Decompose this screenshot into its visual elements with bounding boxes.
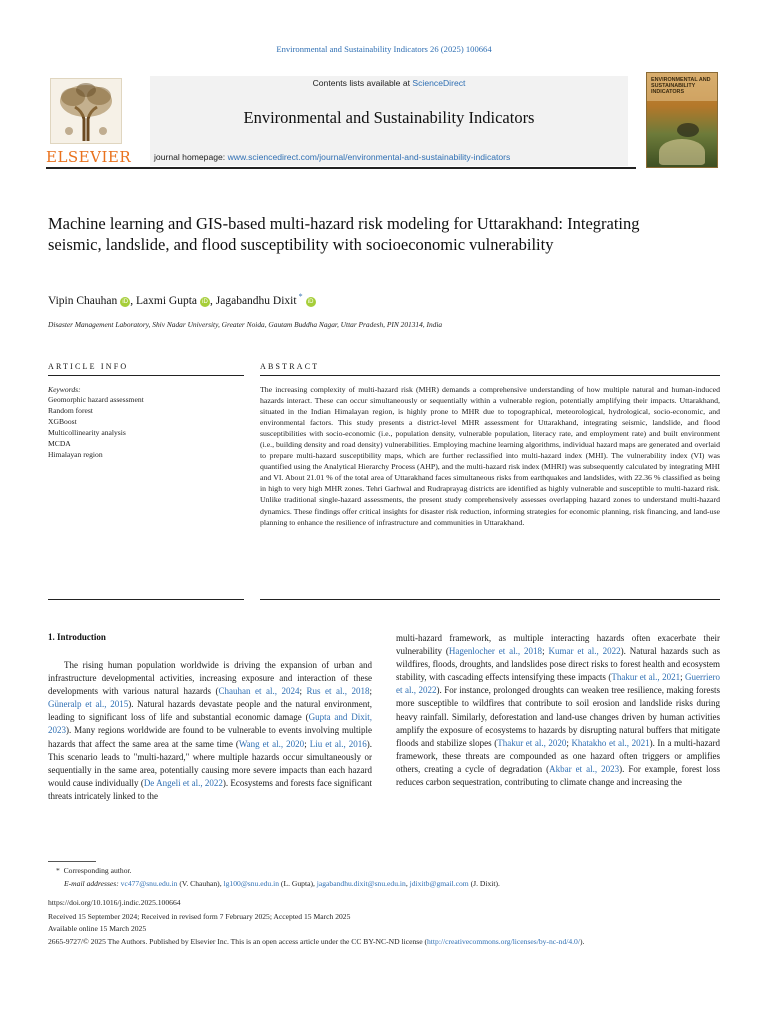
email-link[interactable]: jdixitb@gmail.com (409, 879, 469, 888)
keyword-item: Geomorphic hazard assessment (48, 395, 144, 404)
journal-citation-line[interactable]: Environmental and Sustainability Indicators 26 (2025) 100664 (276, 44, 492, 54)
citation-link[interactable]: Thakur et al., 2021 (611, 672, 681, 683)
email-owner: (V. Chauhan), (177, 879, 224, 888)
keywords-label: Keywords: (48, 385, 81, 394)
affiliation: Disaster Management Laboratory, Shiv Nadar University, Greater Noida, Gautam Buddha Nagar, Uttar Pradesh, PIN 201314, India (48, 320, 443, 329)
abstract-rule-top (260, 375, 720, 376)
homepage-link[interactable]: www.sciencedirect.com/journal/environmental-and-sustainability-indicators (227, 152, 511, 162)
keyword-item: Himalayan region (48, 449, 103, 459)
citation-link[interactable]: Gupta and Dixit, 2023 (48, 712, 373, 736)
citation-link[interactable]: Akbar et al., 2023 (549, 763, 620, 774)
intro-paragraph-left (48, 659, 372, 803)
citation-link[interactable]: Rus et al., 2018 (306, 686, 370, 697)
keyword-item: XGBoost (48, 416, 77, 426)
citation-link[interactable]: Hagenlocher et al., 2018 (448, 646, 543, 657)
license-link[interactable]: http://creativecommons.org/licenses/by-nc-nd/4.0/ (427, 937, 580, 946)
body-text: The rising human population worldwide is driving the expansion of urban and infrastructure developmental activities, increasing exposure and interaction of these developments with various natural hazards ( (48, 660, 372, 697)
email-addresses (64, 879, 500, 888)
body-text: multi-hazard framework, as multiple interacting hazards often exacerbate their vulnerability ( (396, 633, 720, 657)
body-text: ). Ecosystems and forests face significant threats intricately linked to the (48, 777, 372, 801)
intro-paragraph-right (396, 632, 720, 789)
intro-column-left (48, 659, 372, 803)
header-divider (46, 167, 636, 169)
received-dates: Received 15 September 2024; Received in revised form 7 February 2025; Accepted 15 March 2025 (48, 912, 351, 921)
body-text: ; (542, 646, 549, 657)
body-text: ). For instance, prolonged droughts can weaken tree resilience, making forests more susceptible to wildfires that contribute to soil erosion and landslide risks during heavy rainfall. Similarly, deforestation and land-use changes driven by human activities amplify the exposure of ecosystems to hazards by disrupting natural buffers that mitigate floods and stabilize slopes ( (396, 685, 720, 748)
article-info-rule-top (48, 375, 244, 376)
cover-flower-image (659, 139, 705, 165)
license-statement (48, 936, 720, 948)
citation-link[interactable]: De Angeli et al., 2022 (143, 777, 223, 788)
citation-link[interactable]: Kumar et al., 2022 (548, 646, 621, 657)
article-title: Machine learning and GIS-based multi-hazard risk modeling for Uttarakhand: Integrating seismic, landslide, and flood susceptibility with socioeconomic vulnerability (48, 214, 640, 254)
keyword-item: Multicollinearity analysis (48, 427, 126, 437)
citation-link[interactable]: Guerriero et al., 2022 (396, 672, 720, 696)
citation-link[interactable]: Khatakho et al., 2021 (571, 737, 650, 748)
keyword-item: MCDA (48, 438, 71, 448)
body-text: ). Natural hazards devastate people and the natural environment, leading to significant loss of life and substantial economic damage ( (48, 699, 373, 723)
homepage-label: journal homepage: (154, 152, 228, 162)
journal-homepage (154, 152, 510, 162)
available-online: Available online 15 March 2025 (48, 924, 147, 933)
journal-cover-thumbnail[interactable] (646, 72, 718, 168)
footnote-divider (48, 861, 96, 862)
keyword-item: Random forest (48, 405, 93, 415)
citation-link[interactable]: Güneralp et al., 2015 (48, 699, 129, 710)
body-text: ; (304, 738, 310, 749)
body-text: ). This scenario leads to "multi-hazard," where multiple hazards occur simultaneously or sequentially in the same area, potentially causing more severe impacts than each hazard would cause individually ( (48, 738, 372, 788)
corresponding-author-note (56, 866, 132, 875)
license-suffix: ). (579, 937, 585, 946)
abstract-text: The increasing complexity of multi-hazard risk (MHR) demands a comprehensive understanding of how multiple natural and human-induced hazards interact. These can occur simultaneously or sequentially within a vulnerable region, potentially amplifying their impacts. Uttarakhand, situated in the Indian Himalayan region, is highly prone to MHR due to topographical, meteorological, hydrological, socio-economic, and environmental factors. This study presents a district-level MHR assessment for Uttarakhand, integrating seismic, landslide, and flood susceptibilities with socio-economic (i.e., population density, vulnerable population, literacy rate, and employment rate) and built environment (i.e., building density and road density) vulnerabilities. Employing machine learning algorithms, individual hazard maps are generated and overlaid to prepare multi-hazard susceptibility maps, which are further reclassified into multi-hazard index (MHI). The vulnerability index (VI) was quantified using the Analytical Hierarchy Process (AHP), and the multi-hazard risk index (MHRI) was subsequently calculated by integrating MHI and VI. About 21.01 % of the total area of Uttarakhand faces simultaneous risks from earthquakes and landslides, with 22.36 % classified as being in high to very high MHR zones. Tehri Garhwal and Rudraprayag districts are identified as highly vulnerable and susceptible to multi-hazard risk. Unlike traditional single-hazard assessments, the present study comprehensively assesses overlapping hazard zones to understand multi-hazard dynamics. These findings offer critical insights for disaster risk reduction, informing strategies for economic planning, risk financing, and land-use planning to enhance the resilience of infrastructure and communities in Uttarakhand. (260, 385, 720, 527)
contents-prefix: Contents lists available at (312, 78, 413, 88)
body-text: ; (369, 686, 373, 697)
author-list: Vipin Chauhan iD , Laxmi Gupta iD , Jagabandhu Dixit *iD (48, 292, 316, 307)
intro-column-right (396, 632, 720, 789)
orcid-icon[interactable]: iD (306, 297, 316, 307)
elsevier-tree-logo-icon (50, 78, 122, 144)
email-owner: (J. Dixit). (468, 879, 500, 888)
cover-bee-image (677, 123, 699, 137)
corresponding-label: Corresponding author. (63, 866, 132, 875)
contents-line (150, 78, 628, 88)
abstract-rule-bottom (260, 599, 720, 600)
body-text: ). In a multi-hazard framework, these threats are compounded as one hazard often triggers or amplifies others, creating a cycle of degradation ( (396, 737, 720, 774)
citation-link[interactable]: Liu et al., 2016 (309, 738, 367, 749)
article-info-heading: ARTICLE INFO (48, 362, 129, 371)
author-name[interactable]: Laxmi Gupta (136, 295, 198, 307)
journal-title: Environmental and Sustainability Indicators (243, 108, 535, 127)
citation-link[interactable]: Thakur et al., 2020 (497, 737, 567, 748)
doi-link[interactable]: https://doi.org/10.1016/j.indic.2025.100664 (48, 898, 181, 907)
abstract-heading: ABSTRACT (260, 362, 320, 371)
email-link[interactable]: vc477@snu.edu.in (120, 879, 178, 888)
email-owner: (L. Gupta), (279, 879, 317, 888)
email-label: E-mail addresses: (64, 879, 121, 888)
body-text: ). For example, forest loss reduces carbon sequestration, contributing to climate change and increasing the (396, 763, 721, 788)
license-prefix: 2665-9727/© 2025 The Authors. Published by Elsevier Inc. This is an open access article under the CC BY-NC-ND license ( (48, 937, 427, 946)
introduction-heading: 1. Introduction (48, 632, 106, 642)
body-text: ; (566, 737, 572, 748)
orcid-icon[interactable]: iD (200, 297, 210, 307)
body-text: ). Natural hazards such as wildfires, floods, droughts, and landslides pose direct risks to forest health and ecosystem stability, with cascading effects intensifying these impacts ( (396, 646, 720, 683)
body-text: ). Many regions worldwide are found to be vulnerable to events involving multiple hazards that affect the same area at the same time ( (48, 725, 372, 749)
citation-link[interactable]: Wang et al., 2020 (238, 738, 305, 749)
author-name[interactable]: Jagabandhu Dixit (215, 295, 297, 307)
corresponding-author-mark[interactable]: * (298, 292, 303, 301)
email-link[interactable]: jagabandhu.dixit@snu.edu.in (316, 879, 406, 888)
body-text: ; (680, 672, 686, 683)
elsevier-logo[interactable] (46, 76, 132, 168)
elsevier-wordmark: ELSEVIER (46, 148, 132, 166)
keywords-list (48, 395, 144, 460)
citation-link[interactable]: Chauhan et al., 2024 (218, 686, 300, 697)
article-info-rule-bottom (48, 599, 244, 600)
orcid-icon[interactable]: iD (120, 297, 130, 307)
sciencedirect-link[interactable]: ScienceDirect (412, 78, 466, 88)
cover-title: ENVIRONMENTAL AND SUSTAINABILITY INDICATORS (651, 77, 711, 95)
author-name[interactable]: Vipin Chauhan (48, 295, 118, 307)
email-owner: , (405, 879, 410, 888)
corresponding-mark: * (56, 866, 60, 875)
body-text: ; (299, 686, 307, 697)
email-link[interactable]: lg100@snu.edu.in (223, 879, 280, 888)
